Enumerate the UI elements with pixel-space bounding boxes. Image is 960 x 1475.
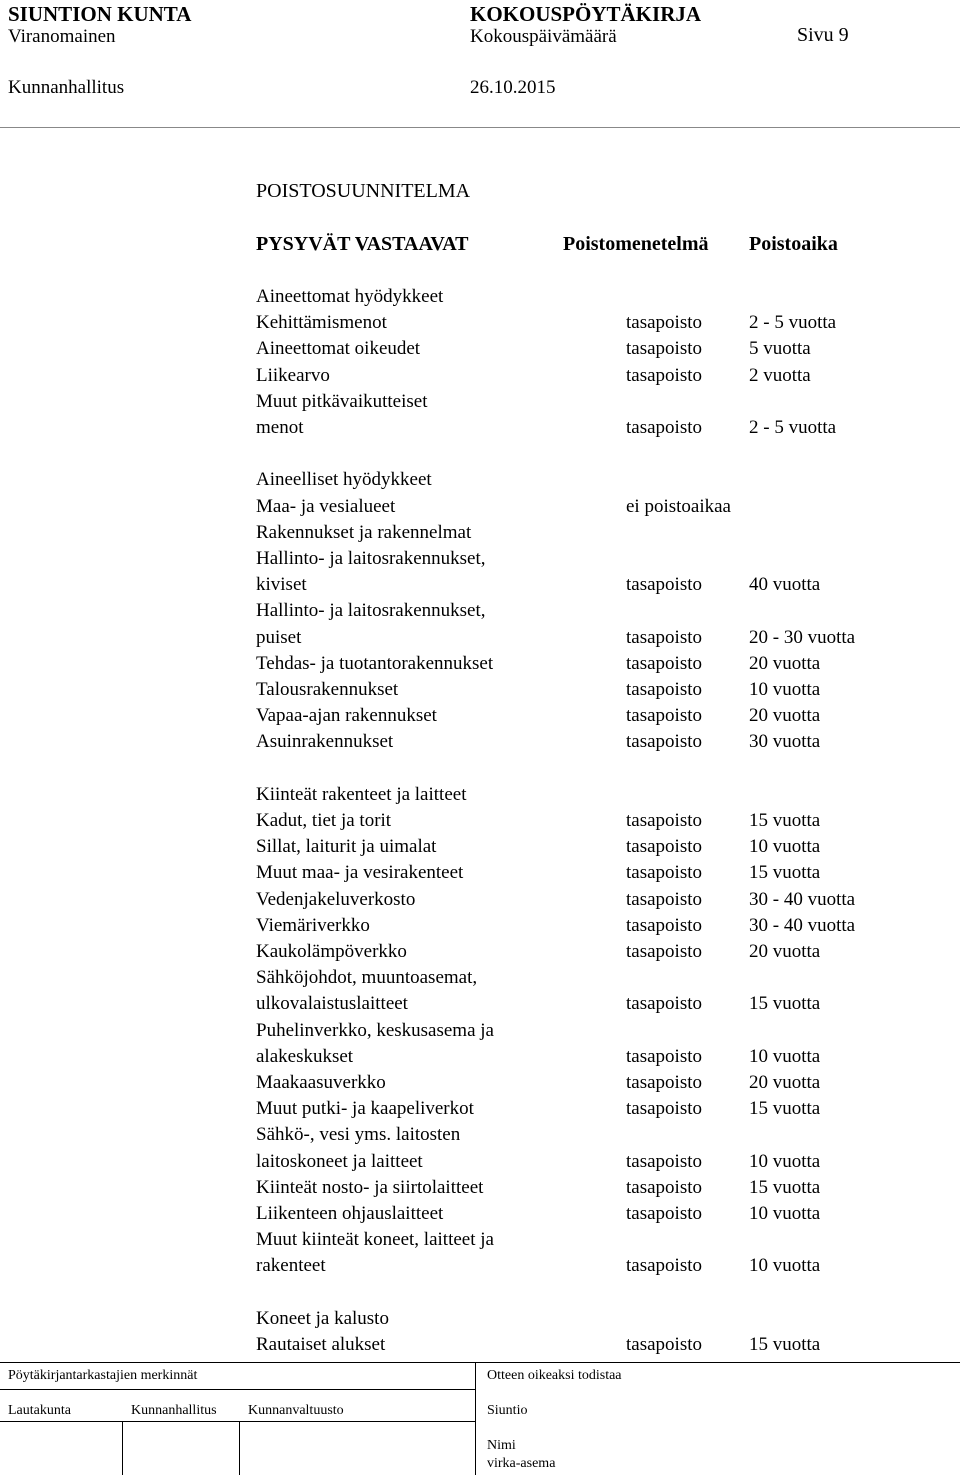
asset-name: Kiinteät nosto- ja siirtolaitteet [256, 1176, 484, 1198]
position-label: virka-asema [487, 1456, 556, 1471]
asset-name: Kehittämismenot [256, 312, 387, 334]
depreciation-period: 10 vuotta [749, 679, 821, 700]
table-row [0, 941, 960, 967]
depreciation-method: tasapoisto [626, 941, 702, 962]
table-row [0, 1308, 960, 1334]
asset-name: Muut maa- ja vesirakenteet [256, 862, 464, 884]
asset-name: kiviset [256, 574, 307, 596]
table-row [0, 836, 960, 862]
asset-name: Vapaa-ajan rakennukset [256, 705, 437, 727]
asset-name: Maakaasuverkko [256, 1072, 386, 1093]
table-row [0, 286, 960, 312]
asset-name: Muut putki- ja kaapeliverkot [256, 1098, 474, 1120]
asset-name: Koneet ja kalusto [256, 1307, 389, 1329]
depreciation-method: tasapoisto [626, 1203, 702, 1224]
depreciation-period: 20 vuotta [749, 1072, 821, 1093]
document-type: KOKOUSPÖYTÄKIRJA [470, 2, 702, 26]
asset-name: Asuinrakennukset [256, 731, 394, 753]
table-row [0, 967, 960, 993]
initials-label: Pöytäkirjantarkastajien merkinnät [8, 1368, 198, 1383]
table-row [0, 600, 960, 626]
table-row [0, 627, 960, 653]
depreciation-period: 20 vuotta [749, 652, 821, 674]
table-row [0, 862, 960, 888]
table-row [0, 548, 960, 574]
depreciation-method: tasapoisto [626, 312, 702, 334]
depreciation-method: tasapoisto [626, 652, 702, 674]
table-row [0, 993, 960, 1019]
table-row [0, 705, 960, 731]
footer-left-rule [0, 1389, 475, 1390]
table-row [0, 417, 960, 443]
asset-name: Kadut, tiet ja torit [256, 810, 392, 831]
name-label: Nimi [487, 1438, 516, 1453]
asset-name: Liikenteen ohjauslaitteet [256, 1203, 444, 1224]
asset-name: rakenteet [256, 1255, 326, 1277]
depreciation-method: tasapoisto [626, 810, 702, 831]
asset-name: Sähkö-, vesi yms. laitosten [256, 1124, 461, 1146]
board-label: Lautakunta [8, 1403, 71, 1418]
depreciation-period: 10 vuotta [749, 1150, 821, 1172]
depreciation-period: 20 vuotta [749, 705, 821, 727]
asset-name: Aineettomat oikeudet [256, 338, 421, 360]
depreciation-period: 40 vuotta [749, 574, 821, 596]
footer-col-divider-1 [122, 1421, 123, 1475]
council-label: Kunnanvaltuusto [248, 1403, 344, 1418]
depreciation-period: 5 vuotta [749, 338, 811, 360]
municipality-name: SIUNTION KUNTA [8, 2, 192, 26]
asset-name: Sähköjohdot, muuntoasemat, [256, 967, 478, 989]
depreciation-period: 30 - 40 vuotta [749, 914, 856, 936]
header-divider [0, 127, 960, 128]
asset-name: Rautaiset alukset [256, 1334, 386, 1355]
depreciation-method: tasapoisto [626, 1176, 702, 1198]
depreciation-method: tasapoisto [626, 836, 702, 858]
govt-label: Kunnanhallitus [131, 1403, 217, 1418]
asset-name: Aineettomat hyödykkeet [256, 286, 444, 307]
depreciation-period: 15 vuotta [749, 1334, 821, 1355]
depreciation-period: 2 - 5 vuotta [749, 312, 837, 334]
table-row [0, 1203, 960, 1229]
table-row [0, 469, 960, 495]
document-title: POISTOSUUNNITELMA [256, 180, 471, 202]
table-row [0, 574, 960, 600]
table-row [0, 1046, 960, 1072]
depreciation-method: tasapoisto [626, 1072, 702, 1093]
meeting-date: 26.10.2015 [470, 77, 556, 98]
table-row [0, 1282, 960, 1308]
asset-name: Aineelliset hyödykkeet [256, 469, 432, 491]
depreciation-method: tasapoisto [626, 338, 702, 360]
asset-name: Muut kiinteät koneet, laitteet ja [256, 1229, 494, 1251]
depreciation-period: 15 vuotta [749, 993, 821, 1015]
table-row [0, 338, 960, 364]
asset-name: Liikearvo [256, 364, 330, 386]
meeting-date-label: Kokouspäivämäärä [470, 26, 617, 47]
asset-name: laitoskoneet ja laitteet [256, 1150, 423, 1172]
depreciation-period: 15 vuotta [749, 862, 821, 884]
asset-name: Rakennukset ja rakennelmat [256, 521, 472, 543]
asset-name: Puhelinverkko, keskusasema ja [256, 1019, 494, 1041]
table-row [0, 731, 960, 757]
table-row [0, 1098, 960, 1124]
table-row [0, 443, 960, 469]
asset-name: Viemäriverkko [256, 914, 370, 936]
table-row [0, 758, 960, 784]
table-row [0, 312, 960, 338]
column-heading-method: Poistomenetelmä [563, 233, 709, 255]
table-row [0, 1177, 960, 1203]
footer-col-divider-2 [239, 1421, 240, 1475]
depreciation-method: tasapoisto [626, 364, 702, 386]
authority-name: Kunnanhallitus [8, 77, 125, 98]
table-row [0, 1229, 960, 1255]
table-row [0, 1255, 960, 1281]
asset-name: Maa- ja vesialueet [256, 495, 396, 517]
asset-name: Hallinto- ja laitosrakennukset, [256, 600, 486, 622]
depreciation-period: 10 vuotta [749, 836, 821, 858]
depreciation-method: tasapoisto [626, 417, 702, 438]
asset-name: ulkovalaistuslaitteet [256, 993, 408, 1015]
asset-name: Muut pitkävaikutteiset [256, 390, 428, 412]
depreciation-method: tasapoisto [626, 626, 702, 648]
table-row [0, 810, 960, 836]
depreciation-period: 2 - 5 vuotta [749, 417, 837, 438]
depreciation-period: 15 vuotta [749, 1098, 821, 1120]
asset-name: Kaukolämpöverkko [256, 941, 407, 962]
depreciation-method: tasapoisto [626, 914, 702, 936]
depreciation-period: 10 vuotta [749, 1203, 821, 1224]
authority-label: Viranomainen [8, 26, 116, 47]
depreciation-method: tasapoisto [626, 993, 702, 1015]
asset-name: Vedenjakeluverkosto [256, 888, 416, 910]
depreciation-period: 15 vuotta [749, 810, 821, 831]
table-row [0, 915, 960, 941]
table-row [0, 889, 960, 915]
depreciation-method: tasapoisto [626, 705, 702, 727]
depreciation-method: tasapoisto [626, 888, 702, 910]
table-row [0, 1072, 960, 1098]
footer-top-rule [0, 1362, 960, 1363]
depreciation-period: 20 vuotta [749, 941, 821, 962]
depreciation-method: tasapoisto [626, 1255, 702, 1277]
depreciation-period: 30 vuotta [749, 731, 821, 753]
table-row [0, 653, 960, 679]
depreciation-method: tasapoisto [626, 574, 702, 596]
depreciation-period: 10 vuotta [749, 1255, 821, 1277]
asset-name: Hallinto- ja laitosrakennukset, [256, 548, 486, 569]
asset-name: Kiinteät rakenteet ja laitteet [256, 783, 467, 805]
depreciation-method: tasapoisto [626, 679, 702, 700]
depreciation-period: 10 vuotta [749, 1045, 821, 1067]
depreciation-period: 30 - 40 vuotta [749, 888, 856, 910]
depreciation-method: ei poistoaikaa [626, 495, 731, 517]
depreciation-method: tasapoisto [626, 731, 702, 753]
table-row [0, 1020, 960, 1046]
asset-name: menot [256, 417, 304, 438]
place-label: Siuntio [487, 1403, 528, 1418]
asset-name: Tehdas- ja tuotantorakennukset [256, 652, 494, 674]
table-row [0, 365, 960, 391]
asset-name: Sillat, laiturit ja uimalat [256, 836, 437, 858]
footer-center-divider [475, 1362, 476, 1475]
depreciation-method: tasapoisto [626, 1150, 702, 1172]
column-heading-asset: PYSYVÄT VASTAAVAT [256, 233, 469, 255]
asset-name: Talousrakennukset [256, 679, 399, 700]
asset-name: puiset [256, 626, 302, 648]
page-number: Sivu 9 [797, 24, 849, 46]
table-row [0, 784, 960, 810]
table-row [0, 522, 960, 548]
asset-name: alakeskukset [256, 1045, 354, 1067]
depreciation-method: tasapoisto [626, 1098, 702, 1120]
column-heading-time: Poistoaika [749, 233, 838, 255]
table-row [0, 1124, 960, 1150]
footer-sig-rule [0, 1421, 475, 1422]
depreciation-period: 2 vuotta [749, 364, 811, 386]
depreciation-period: 15 vuotta [749, 1176, 821, 1198]
depreciation-method: tasapoisto [626, 862, 702, 884]
table-row [0, 496, 960, 522]
table-row [0, 1151, 960, 1177]
depreciation-method: tasapoisto [626, 1334, 702, 1355]
depreciation-period: 20 - 30 vuotta [749, 626, 856, 648]
table-row [0, 391, 960, 417]
table-row [0, 1334, 960, 1360]
table-row [0, 679, 960, 705]
certified-label: Otteen oikeaksi todistaa [487, 1368, 622, 1383]
depreciation-method: tasapoisto [626, 1045, 702, 1067]
